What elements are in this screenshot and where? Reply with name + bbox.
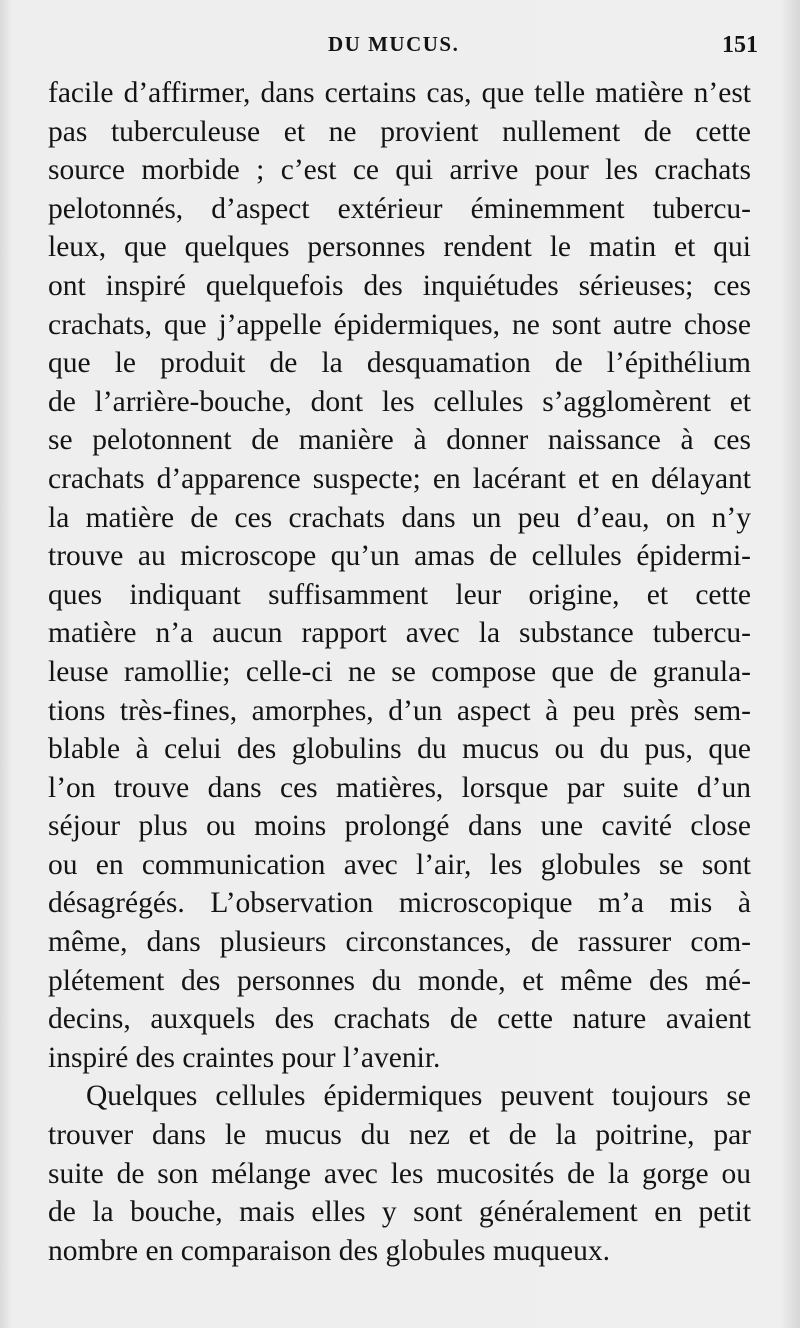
text-line: Quelques cellules épidermiques peuvent toujours se: [86, 1080, 751, 1113]
text-line: ont inspiré quelquefois des inquiétudes sérieuses; ces: [48, 269, 751, 302]
text-line: suite de son mélange avec les mucosités de la gorge ou: [48, 1157, 751, 1190]
text-line: matière n’a aucun rapport avec la substance tubercu-: [48, 617, 751, 650]
text-line: nombre en comparaison des globules muqueux.: [48, 1234, 611, 1267]
page-header: [48, 30, 758, 70]
text-line: de l’arrière-bouche, dont les cellules s’agglomèrent et: [48, 385, 751, 418]
text-line: pas tuberculeuse et ne provient nullement de cette: [48, 115, 751, 148]
text-line: se pelotonnent de manière à donner naissance à ces: [48, 424, 751, 457]
text-line: inspiré des craintes pour l’avenir.: [48, 1041, 441, 1074]
text-line: de la bouche, mais elles y sont généralement en petit: [48, 1196, 751, 1229]
text-line: facile d’affirmer, dans certains cas, que telle matière n’est: [48, 77, 751, 109]
text-line: leuse ramollie; celle-ci ne se compose que de granula-: [48, 655, 751, 688]
body-text: [48, 74, 751, 1270]
text-line: même, dans plusieurs circonstances, de rassurer com-: [48, 926, 751, 959]
text-line: que le produit de la desquamation de l’épithélium: [48, 347, 751, 380]
running-head: DU MUCUS.: [328, 32, 460, 56]
paragraph-1: [48, 74, 751, 1077]
page-number: 151: [722, 32, 758, 58]
text-line: séjour plus ou moins prolongé dans une cavité close: [48, 810, 751, 843]
text-line: trouve au microscope qu’un amas de cellules épidermi-: [48, 540, 751, 573]
text-line: ou en communication avec l’air, les globules se sont: [48, 848, 751, 881]
text-line: la matière de ces crachats dans un peu d’eau, on n’y: [48, 501, 751, 534]
text-line: plétement des personnes du monde, et même des mé-: [48, 964, 751, 997]
text-line: l’on trouve dans ces matières, lorsque par suite d’un: [48, 771, 751, 804]
text-line: decins, auxquels des crachats de cette nature avaient: [48, 1003, 751, 1036]
text-line: crachats d’apparence suspecte; en lacérant et en délayant: [48, 462, 751, 495]
text-line: tions très-fines, amorphes, d’un aspect à peu près sem-: [48, 694, 751, 727]
text-line: blable à celui des globulins du mucus ou du pus, que: [48, 733, 751, 766]
text-line: ques indiquant suffisamment leur origine, et cette: [48, 578, 751, 611]
paragraph-2: [48, 1077, 751, 1270]
text-line: pelotonnés, d’aspect extérieur éminemment tubercu-: [48, 192, 751, 225]
text-line: source morbide ; c’est ce qui arrive pour les crachats: [48, 154, 751, 187]
text-line: trouver dans le mucus du nez et de la poitrine, par: [48, 1119, 751, 1152]
text-line: leux, que quelques personnes rendent le matin et qui: [48, 231, 751, 264]
text-line: crachats, que j’appelle épidermiques, ne sont autre chose: [48, 308, 751, 341]
text-line: désagrégés. L’observation microscopique m’a mis à: [48, 887, 751, 920]
